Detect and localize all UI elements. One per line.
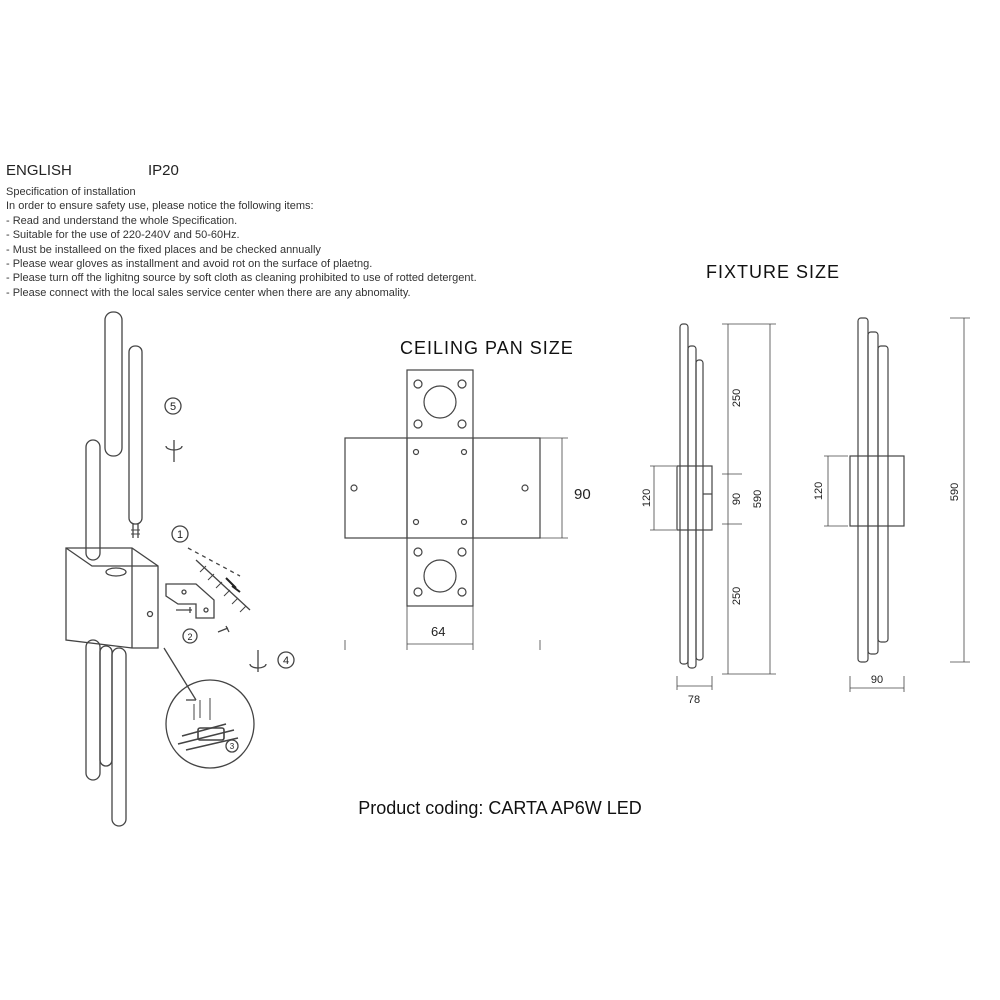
side-depth-label: 78 (687, 694, 701, 706)
side-view-tube-a (680, 324, 688, 664)
side-view-tube-b (688, 346, 696, 668)
side-view-tube-c (696, 360, 703, 660)
ceiling-pan-title: CEILING PAN SIZE (400, 338, 574, 358)
front-view-tube-c (878, 346, 888, 642)
fixture-size-title: FIXTURE SIZE (706, 262, 841, 282)
step-4-label: 4 (282, 655, 290, 667)
spec-item: - Read and understand the whole Specification. (6, 214, 238, 227)
spec-item: - Please turn off the lighitng source by soft cloth as cleaning prohibited to use of rotted detergent. (6, 272, 477, 285)
step-2-label: 2 (187, 632, 193, 642)
side-total-height-label: 590 (752, 489, 764, 509)
front-view-tube-b (868, 332, 878, 654)
spec-item: - Suitable for the use of 220-240V and 50-60Hz. (6, 229, 240, 242)
spec-item: - Please wear gloves as installment and avoid rot on the surface of plaetng. (6, 258, 373, 271)
spec-item: - Must be installeed on the fixed places and be checked annually (6, 243, 321, 256)
step-3-label: 3 (229, 742, 235, 751)
front-view-tube-a (858, 318, 868, 662)
side-middle-segment-label: 90 (731, 492, 743, 506)
product-coding: Product coding: CARTA AP6W LED (358, 798, 642, 818)
ceiling-pan-width-label: 64 (431, 624, 446, 639)
spec-intro: In order to ensure safety use, please notice the following items: (6, 200, 314, 213)
side-box-height-label: 120 (641, 488, 653, 508)
spec-title: Specification of installation (6, 186, 136, 198)
step-1-label: 1 (176, 529, 184, 541)
front-total-height-label: 590 (949, 482, 961, 502)
front-width-label: 90 (870, 674, 884, 686)
side-view-box (677, 466, 712, 530)
side-bottom-segment-label: 250 (731, 586, 743, 606)
ceiling-pan-height-label: 90 (574, 486, 591, 503)
side-top-segment-label: 250 (731, 388, 743, 408)
language-label: ENGLISH (6, 162, 72, 179)
front-box-height-label: 120 (813, 481, 825, 501)
ip-rating-label: IP20 (148, 162, 179, 179)
step-5-label: 5 (169, 401, 177, 413)
spec-item: - Please connect with the local sales service center when there are any abnomality. (6, 286, 411, 299)
